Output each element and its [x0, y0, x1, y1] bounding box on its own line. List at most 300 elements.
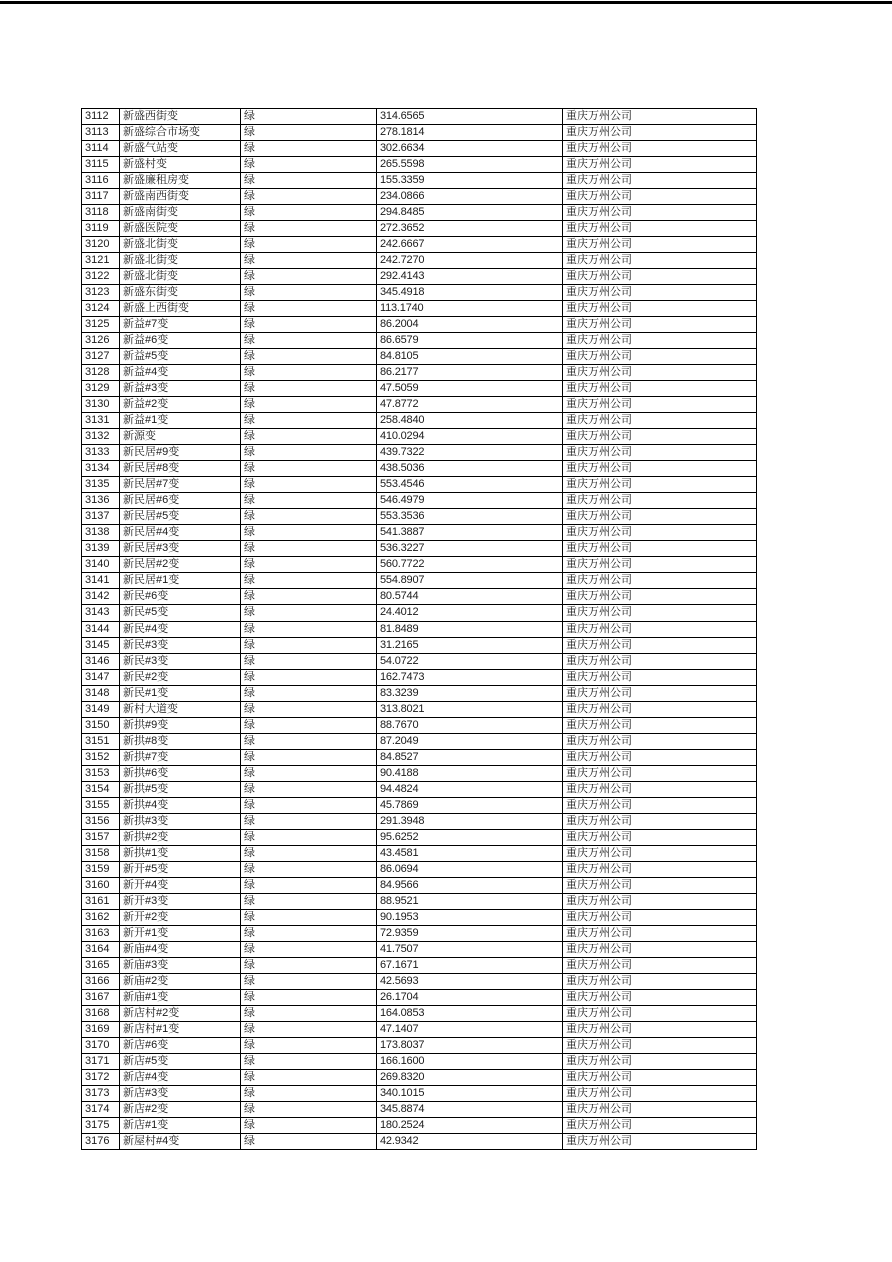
cell-status[interactable]: 绿: [241, 525, 377, 541]
cell-value[interactable]: 560.7722: [377, 557, 563, 573]
cell-company[interactable]: 重庆万州公司: [563, 1134, 757, 1150]
cell-name[interactable]: 新店#6变: [120, 1037, 241, 1053]
cell-status[interactable]: 绿: [241, 317, 377, 333]
cell-name[interactable]: 新民#5变: [120, 605, 241, 621]
cell-company[interactable]: 重庆万州公司: [563, 717, 757, 733]
cell-id[interactable]: 3131: [82, 413, 120, 429]
cell-company[interactable]: 重庆万州公司: [563, 493, 757, 509]
cell-company[interactable]: 重庆万州公司: [563, 557, 757, 573]
cell-id[interactable]: 3120: [82, 237, 120, 253]
cell-id[interactable]: 3126: [82, 333, 120, 349]
cell-value[interactable]: 24.4012: [377, 605, 563, 621]
cell-name[interactable]: 新民居#5变: [120, 509, 241, 525]
cell-id[interactable]: 3114: [82, 141, 120, 157]
cell-name[interactable]: 新益#3变: [120, 381, 241, 397]
cell-id[interactable]: 3156: [82, 813, 120, 829]
cell-name[interactable]: 新益#2变: [120, 397, 241, 413]
cell-company[interactable]: 重庆万州公司: [563, 861, 757, 877]
cell-value[interactable]: 258.4840: [377, 413, 563, 429]
cell-id[interactable]: 3166: [82, 973, 120, 989]
cell-value[interactable]: 536.3227: [377, 541, 563, 557]
cell-status[interactable]: 绿: [241, 637, 377, 653]
cell-company[interactable]: 重庆万州公司: [563, 157, 757, 173]
cell-name[interactable]: 新开#5变: [120, 861, 241, 877]
cell-name[interactable]: 新盛北街变: [120, 253, 241, 269]
cell-company[interactable]: 重庆万州公司: [563, 573, 757, 589]
cell-id[interactable]: 3135: [82, 477, 120, 493]
cell-status[interactable]: 绿: [241, 381, 377, 397]
cell-id[interactable]: 3171: [82, 1053, 120, 1069]
cell-id[interactable]: 3147: [82, 669, 120, 685]
cell-value[interactable]: 173.8037: [377, 1037, 563, 1053]
cell-id[interactable]: 3154: [82, 781, 120, 797]
cell-name[interactable]: 新民居#9变: [120, 445, 241, 461]
cell-company[interactable]: 重庆万州公司: [563, 845, 757, 861]
cell-name[interactable]: 新民居#2变: [120, 557, 241, 573]
cell-id[interactable]: 3175: [82, 1117, 120, 1133]
cell-value[interactable]: 340.1015: [377, 1085, 563, 1101]
cell-value[interactable]: 95.6252: [377, 829, 563, 845]
cell-name[interactable]: 新拱#1变: [120, 845, 241, 861]
cell-company[interactable]: 重庆万州公司: [563, 509, 757, 525]
cell-name[interactable]: 新庙#4变: [120, 941, 241, 957]
cell-company[interactable]: 重庆万州公司: [563, 781, 757, 797]
cell-company[interactable]: 重庆万州公司: [563, 461, 757, 477]
cell-status[interactable]: 绿: [241, 397, 377, 413]
cell-value[interactable]: 86.2177: [377, 365, 563, 381]
cell-value[interactable]: 31.2165: [377, 637, 563, 653]
cell-name[interactable]: 新盛西街变: [120, 109, 241, 125]
cell-name[interactable]: 新盛南街变: [120, 205, 241, 221]
cell-status[interactable]: 绿: [241, 173, 377, 189]
cell-name[interactable]: 新民居#1变: [120, 573, 241, 589]
cell-company[interactable]: 重庆万州公司: [563, 1101, 757, 1117]
cell-value[interactable]: 439.7322: [377, 445, 563, 461]
cell-id[interactable]: 3125: [82, 317, 120, 333]
cell-status[interactable]: 绿: [241, 1053, 377, 1069]
cell-company[interactable]: 重庆万州公司: [563, 669, 757, 685]
cell-id[interactable]: 3158: [82, 845, 120, 861]
cell-name[interactable]: 新益#7变: [120, 317, 241, 333]
cell-status[interactable]: 绿: [241, 621, 377, 637]
cell-name[interactable]: 新村大道变: [120, 701, 241, 717]
cell-name[interactable]: 新店#5变: [120, 1053, 241, 1069]
cell-company[interactable]: 重庆万州公司: [563, 333, 757, 349]
cell-status[interactable]: 绿: [241, 781, 377, 797]
cell-company[interactable]: 重庆万州公司: [563, 733, 757, 749]
cell-id[interactable]: 3118: [82, 205, 120, 221]
cell-status[interactable]: 绿: [241, 941, 377, 957]
cell-id[interactable]: 3153: [82, 765, 120, 781]
cell-value[interactable]: 94.4824: [377, 781, 563, 797]
cell-status[interactable]: 绿: [241, 269, 377, 285]
cell-id[interactable]: 3137: [82, 509, 120, 525]
cell-value[interactable]: 86.2004: [377, 317, 563, 333]
cell-company[interactable]: 重庆万州公司: [563, 1085, 757, 1101]
cell-name[interactable]: 新店#2变: [120, 1101, 241, 1117]
cell-company[interactable]: 重庆万州公司: [563, 765, 757, 781]
cell-value[interactable]: 345.4918: [377, 285, 563, 301]
cell-value[interactable]: 553.3536: [377, 509, 563, 525]
cell-status[interactable]: 绿: [241, 109, 377, 125]
cell-status[interactable]: 绿: [241, 877, 377, 893]
cell-value[interactable]: 269.8320: [377, 1069, 563, 1085]
cell-id[interactable]: 3150: [82, 717, 120, 733]
cell-id[interactable]: 3122: [82, 269, 120, 285]
cell-name[interactable]: 新民居#7变: [120, 477, 241, 493]
cell-name[interactable]: 新源变: [120, 429, 241, 445]
cell-status[interactable]: 绿: [241, 925, 377, 941]
cell-status[interactable]: 绿: [241, 1085, 377, 1101]
cell-company[interactable]: 重庆万州公司: [563, 141, 757, 157]
cell-name[interactable]: 新民居#8变: [120, 461, 241, 477]
cell-company[interactable]: 重庆万州公司: [563, 813, 757, 829]
cell-name[interactable]: 新店村#2变: [120, 1005, 241, 1021]
cell-value[interactable]: 84.8527: [377, 749, 563, 765]
cell-id[interactable]: 3157: [82, 829, 120, 845]
cell-id[interactable]: 3170: [82, 1037, 120, 1053]
cell-company[interactable]: 重庆万州公司: [563, 877, 757, 893]
cell-company[interactable]: 重庆万州公司: [563, 477, 757, 493]
cell-value[interactable]: 72.9359: [377, 925, 563, 941]
cell-id[interactable]: 3151: [82, 733, 120, 749]
cell-name[interactable]: 新店村#1变: [120, 1021, 241, 1037]
cell-name[interactable]: 新开#1变: [120, 925, 241, 941]
cell-name[interactable]: 新盛东街变: [120, 285, 241, 301]
cell-value[interactable]: 26.1704: [377, 989, 563, 1005]
cell-status[interactable]: 绿: [241, 733, 377, 749]
cell-value[interactable]: 292.4143: [377, 269, 563, 285]
cell-status[interactable]: 绿: [241, 1134, 377, 1150]
cell-id[interactable]: 3132: [82, 429, 120, 445]
cell-id[interactable]: 3117: [82, 189, 120, 205]
cell-company[interactable]: 重庆万州公司: [563, 237, 757, 253]
cell-id[interactable]: 3148: [82, 685, 120, 701]
cell-value[interactable]: 302.6634: [377, 141, 563, 157]
cell-value[interactable]: 541.3887: [377, 525, 563, 541]
cell-company[interactable]: 重庆万州公司: [563, 189, 757, 205]
cell-company[interactable]: 重庆万州公司: [563, 749, 757, 765]
cell-name[interactable]: 新庙#1变: [120, 989, 241, 1005]
cell-status[interactable]: 绿: [241, 973, 377, 989]
cell-value[interactable]: 90.4188: [377, 765, 563, 781]
cell-status[interactable]: 绿: [241, 813, 377, 829]
cell-value[interactable]: 42.9342: [377, 1134, 563, 1150]
cell-company[interactable]: 重庆万州公司: [563, 253, 757, 269]
cell-company[interactable]: 重庆万州公司: [563, 317, 757, 333]
cell-status[interactable]: 绿: [241, 989, 377, 1005]
cell-company[interactable]: 重庆万州公司: [563, 893, 757, 909]
cell-company[interactable]: 重庆万州公司: [563, 445, 757, 461]
cell-value[interactable]: 86.0694: [377, 861, 563, 877]
cell-company[interactable]: 重庆万州公司: [563, 925, 757, 941]
cell-status[interactable]: 绿: [241, 493, 377, 509]
cell-company[interactable]: 重庆万州公司: [563, 125, 757, 141]
cell-id[interactable]: 3112: [82, 109, 120, 125]
cell-id[interactable]: 3128: [82, 365, 120, 381]
cell-status[interactable]: 绿: [241, 445, 377, 461]
cell-status[interactable]: 绿: [241, 141, 377, 157]
cell-value[interactable]: 162.7473: [377, 669, 563, 685]
cell-name[interactable]: 新盛廉租房变: [120, 173, 241, 189]
cell-id[interactable]: 3130: [82, 397, 120, 413]
cell-status[interactable]: 绿: [241, 541, 377, 557]
cell-company[interactable]: 重庆万州公司: [563, 637, 757, 653]
cell-value[interactable]: 438.5036: [377, 461, 563, 477]
cell-id[interactable]: 3142: [82, 589, 120, 605]
cell-value[interactable]: 47.8772: [377, 397, 563, 413]
cell-status[interactable]: 绿: [241, 701, 377, 717]
cell-company[interactable]: 重庆万州公司: [563, 701, 757, 717]
cell-company[interactable]: 重庆万州公司: [563, 541, 757, 557]
cell-value[interactable]: 155.3359: [377, 173, 563, 189]
cell-value[interactable]: 87.2049: [377, 733, 563, 749]
cell-company[interactable]: 重庆万州公司: [563, 413, 757, 429]
cell-company[interactable]: 重庆万州公司: [563, 957, 757, 973]
cell-company[interactable]: 重庆万州公司: [563, 397, 757, 413]
cell-value[interactable]: 554.8907: [377, 573, 563, 589]
cell-company[interactable]: 重庆万州公司: [563, 685, 757, 701]
cell-status[interactable]: 绿: [241, 1069, 377, 1085]
cell-status[interactable]: 绿: [241, 157, 377, 173]
cell-id[interactable]: 3155: [82, 797, 120, 813]
cell-value[interactable]: 54.0722: [377, 653, 563, 669]
cell-status[interactable]: 绿: [241, 1037, 377, 1053]
cell-id[interactable]: 3123: [82, 285, 120, 301]
cell-status[interactable]: 绿: [241, 429, 377, 445]
cell-company[interactable]: 重庆万州公司: [563, 1117, 757, 1133]
cell-value[interactable]: 88.7670: [377, 717, 563, 733]
cell-status[interactable]: 绿: [241, 685, 377, 701]
cell-name[interactable]: 新益#5变: [120, 349, 241, 365]
cell-name[interactable]: 新民#3变: [120, 653, 241, 669]
cell-id[interactable]: 3162: [82, 909, 120, 925]
cell-status[interactable]: 绿: [241, 1117, 377, 1133]
cell-id[interactable]: 3143: [82, 605, 120, 621]
cell-status[interactable]: 绿: [241, 573, 377, 589]
cell-id[interactable]: 3165: [82, 957, 120, 973]
cell-status[interactable]: 绿: [241, 749, 377, 765]
cell-value[interactable]: 45.7869: [377, 797, 563, 813]
cell-value[interactable]: 47.5059: [377, 381, 563, 397]
cell-name[interactable]: 新民居#3变: [120, 541, 241, 557]
cell-status[interactable]: 绿: [241, 509, 377, 525]
cell-value[interactable]: 272.3652: [377, 221, 563, 237]
cell-status[interactable]: 绿: [241, 669, 377, 685]
cell-id[interactable]: 3145: [82, 637, 120, 653]
cell-id[interactable]: 3129: [82, 381, 120, 397]
cell-company[interactable]: 重庆万州公司: [563, 797, 757, 813]
cell-status[interactable]: 绿: [241, 717, 377, 733]
cell-status[interactable]: 绿: [241, 605, 377, 621]
cell-id[interactable]: 3169: [82, 1021, 120, 1037]
cell-id[interactable]: 3113: [82, 125, 120, 141]
cell-status[interactable]: 绿: [241, 349, 377, 365]
cell-name[interactable]: 新庙#2变: [120, 973, 241, 989]
cell-status[interactable]: 绿: [241, 237, 377, 253]
cell-status[interactable]: 绿: [241, 797, 377, 813]
cell-value[interactable]: 265.5598: [377, 157, 563, 173]
cell-id[interactable]: 3149: [82, 701, 120, 717]
cell-status[interactable]: 绿: [241, 221, 377, 237]
cell-name[interactable]: 新民居#4变: [120, 525, 241, 541]
cell-company[interactable]: 重庆万州公司: [563, 429, 757, 445]
cell-id[interactable]: 3174: [82, 1101, 120, 1117]
cell-company[interactable]: 重庆万州公司: [563, 525, 757, 541]
cell-company[interactable]: 重庆万州公司: [563, 589, 757, 605]
cell-name[interactable]: 新开#4变: [120, 877, 241, 893]
cell-company[interactable]: 重庆万州公司: [563, 173, 757, 189]
cell-id[interactable]: 3163: [82, 925, 120, 941]
cell-company[interactable]: 重庆万州公司: [563, 285, 757, 301]
cell-company[interactable]: 重庆万州公司: [563, 269, 757, 285]
cell-value[interactable]: 41.7507: [377, 941, 563, 957]
cell-company[interactable]: 重庆万州公司: [563, 109, 757, 125]
cell-company[interactable]: 重庆万州公司: [563, 365, 757, 381]
cell-status[interactable]: 绿: [241, 557, 377, 573]
cell-name[interactable]: 新拱#7变: [120, 749, 241, 765]
cell-company[interactable]: 重庆万州公司: [563, 205, 757, 221]
cell-status[interactable]: 绿: [241, 829, 377, 845]
cell-value[interactable]: 42.5693: [377, 973, 563, 989]
cell-value[interactable]: 80.5744: [377, 589, 563, 605]
cell-name[interactable]: 新拱#8变: [120, 733, 241, 749]
cell-status[interactable]: 绿: [241, 653, 377, 669]
cell-id[interactable]: 3152: [82, 749, 120, 765]
cell-name[interactable]: 新店#1变: [120, 1117, 241, 1133]
cell-name[interactable]: 新民#4变: [120, 621, 241, 637]
cell-value[interactable]: 314.6565: [377, 109, 563, 125]
cell-id[interactable]: 3168: [82, 1005, 120, 1021]
cell-value[interactable]: 410.0294: [377, 429, 563, 445]
cell-value[interactable]: 291.3948: [377, 813, 563, 829]
cell-company[interactable]: 重庆万州公司: [563, 941, 757, 957]
cell-status[interactable]: 绿: [241, 205, 377, 221]
cell-id[interactable]: 3115: [82, 157, 120, 173]
cell-value[interactable]: 242.7270: [377, 253, 563, 269]
cell-company[interactable]: 重庆万州公司: [563, 301, 757, 317]
cell-status[interactable]: 绿: [241, 1005, 377, 1021]
cell-value[interactable]: 88.9521: [377, 893, 563, 909]
cell-company[interactable]: 重庆万州公司: [563, 1053, 757, 1069]
cell-id[interactable]: 3121: [82, 253, 120, 269]
cell-value[interactable]: 90.1953: [377, 909, 563, 925]
cell-id[interactable]: 3136: [82, 493, 120, 509]
cell-id[interactable]: 3176: [82, 1134, 120, 1150]
cell-company[interactable]: 重庆万州公司: [563, 829, 757, 845]
cell-company[interactable]: 重庆万州公司: [563, 653, 757, 669]
cell-name[interactable]: 新益#4变: [120, 365, 241, 381]
cell-id[interactable]: 3119: [82, 221, 120, 237]
cell-id[interactable]: 3141: [82, 573, 120, 589]
cell-id[interactable]: 3124: [82, 301, 120, 317]
cell-id[interactable]: 3116: [82, 173, 120, 189]
cell-name[interactable]: 新庙#3变: [120, 957, 241, 973]
cell-name[interactable]: 新民#3变: [120, 637, 241, 653]
cell-status[interactable]: 绿: [241, 189, 377, 205]
cell-status[interactable]: 绿: [241, 365, 377, 381]
cell-value[interactable]: 180.2524: [377, 1117, 563, 1133]
cell-name[interactable]: 新民居#6变: [120, 493, 241, 509]
cell-name[interactable]: 新盛北街变: [120, 237, 241, 253]
cell-company[interactable]: 重庆万州公司: [563, 349, 757, 365]
cell-status[interactable]: 绿: [241, 301, 377, 317]
cell-status[interactable]: 绿: [241, 1021, 377, 1037]
cell-id[interactable]: 3161: [82, 893, 120, 909]
cell-status[interactable]: 绿: [241, 957, 377, 973]
cell-id[interactable]: 3159: [82, 861, 120, 877]
cell-company[interactable]: 重庆万州公司: [563, 621, 757, 637]
cell-status[interactable]: 绿: [241, 461, 377, 477]
cell-status[interactable]: 绿: [241, 333, 377, 349]
cell-name[interactable]: 新盛综合市场变: [120, 125, 241, 141]
cell-value[interactable]: 242.6667: [377, 237, 563, 253]
cell-id[interactable]: 3133: [82, 445, 120, 461]
cell-company[interactable]: 重庆万州公司: [563, 989, 757, 1005]
cell-name[interactable]: 新拱#5变: [120, 781, 241, 797]
cell-name[interactable]: 新盛上西街变: [120, 301, 241, 317]
cell-id[interactable]: 3144: [82, 621, 120, 637]
cell-name[interactable]: 新店#3变: [120, 1085, 241, 1101]
cell-status[interactable]: 绿: [241, 253, 377, 269]
cell-company[interactable]: 重庆万州公司: [563, 605, 757, 621]
cell-company[interactable]: 重庆万州公司: [563, 1005, 757, 1021]
cell-name[interactable]: 新开#3变: [120, 893, 241, 909]
cell-status[interactable]: 绿: [241, 765, 377, 781]
cell-id[interactable]: 3134: [82, 461, 120, 477]
cell-name[interactable]: 新盛气站变: [120, 141, 241, 157]
cell-id[interactable]: 3172: [82, 1069, 120, 1085]
cell-name[interactable]: 新开#2变: [120, 909, 241, 925]
cell-company[interactable]: 重庆万州公司: [563, 1021, 757, 1037]
cell-status[interactable]: 绿: [241, 125, 377, 141]
cell-id[interactable]: 3138: [82, 525, 120, 541]
cell-value[interactable]: 84.9566: [377, 877, 563, 893]
cell-status[interactable]: 绿: [241, 1101, 377, 1117]
cell-id[interactable]: 3167: [82, 989, 120, 1005]
cell-value[interactable]: 84.8105: [377, 349, 563, 365]
cell-id[interactable]: 3139: [82, 541, 120, 557]
cell-id[interactable]: 3160: [82, 877, 120, 893]
cell-name[interactable]: 新盛北街变: [120, 269, 241, 285]
cell-name[interactable]: 新民#1变: [120, 685, 241, 701]
cell-name[interactable]: 新拱#9变: [120, 717, 241, 733]
cell-name[interactable]: 新拱#4变: [120, 797, 241, 813]
cell-value[interactable]: 43.4581: [377, 845, 563, 861]
cell-status[interactable]: 绿: [241, 589, 377, 605]
cell-status[interactable]: 绿: [241, 909, 377, 925]
cell-company[interactable]: 重庆万州公司: [563, 909, 757, 925]
cell-status[interactable]: 绿: [241, 477, 377, 493]
cell-company[interactable]: 重庆万州公司: [563, 973, 757, 989]
cell-value[interactable]: 86.6579: [377, 333, 563, 349]
cell-company[interactable]: 重庆万州公司: [563, 221, 757, 237]
cell-status[interactable]: 绿: [241, 285, 377, 301]
cell-name[interactable]: 新拱#3变: [120, 813, 241, 829]
cell-status[interactable]: 绿: [241, 845, 377, 861]
cell-company[interactable]: 重庆万州公司: [563, 1037, 757, 1053]
cell-value[interactable]: 67.1671: [377, 957, 563, 973]
cell-value[interactable]: 113.1740: [377, 301, 563, 317]
cell-value[interactable]: 83.3239: [377, 685, 563, 701]
cell-value[interactable]: 278.1814: [377, 125, 563, 141]
cell-value[interactable]: 164.0853: [377, 1005, 563, 1021]
cell-status[interactable]: 绿: [241, 413, 377, 429]
cell-id[interactable]: 3140: [82, 557, 120, 573]
cell-name[interactable]: 新店#4变: [120, 1069, 241, 1085]
cell-value[interactable]: 553.4546: [377, 477, 563, 493]
cell-name[interactable]: 新盛医院变: [120, 221, 241, 237]
